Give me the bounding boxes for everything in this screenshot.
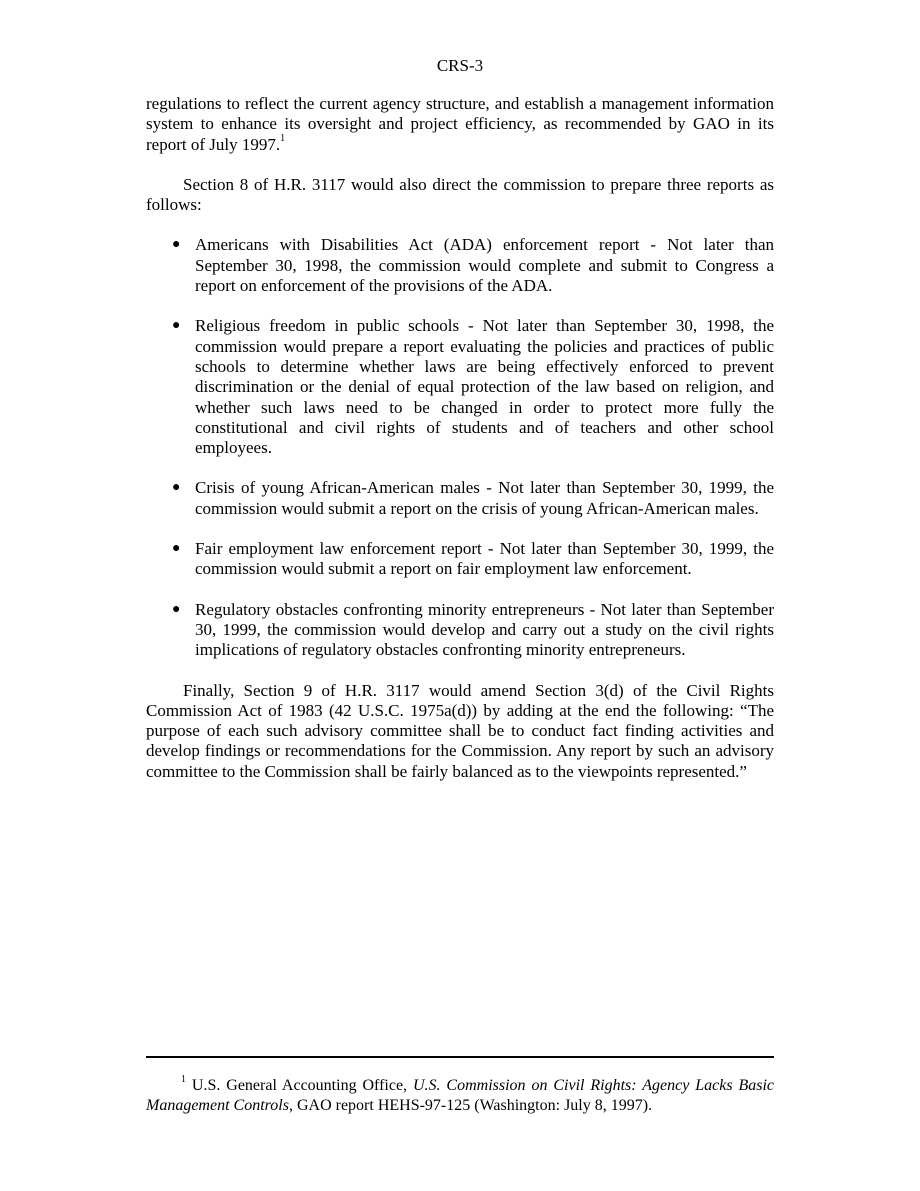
paragraph-intro — [146, 94, 774, 155]
document-body — [146, 94, 774, 782]
footnote-divider — [146, 1056, 774, 1058]
list-item — [146, 235, 774, 296]
list-item — [146, 600, 774, 661]
footnote-title: U.S. Commission on Civil Rights: Agency Lacks Basic Management Controls — [146, 1077, 775, 1114]
footnote-tail: , GAO report HEHS-97-125 (Washington: July 8, 1997). — [288, 1097, 653, 1114]
paragraph-section-9: Finally, Section 9 of H.R. 3117 would amend Section 3(d) of the Civil Rights Commission Act of 1983 (42 U.S.C. 1975a(d)) by adding at the end the following: “The purpose of each such advisory committee shall be to conduct fact finding activities and develop findings or recommendations for the Commission. Any report by such an advisory committee to the Commission shall be fairly balanced as to the viewpoints represented.” — [146, 680, 774, 781]
footnote-reference: 1 — [280, 132, 286, 144]
list-item — [146, 316, 774, 458]
list-item — [146, 539, 774, 580]
list-item — [146, 478, 774, 519]
reports-list — [146, 235, 774, 660]
list-item-text: Fair employment law enforcement report - Not later than September 30, 1999, the commission would submit a report on fair employment law enforcement. — [195, 539, 774, 579]
paragraph-intro-text: regulations to reflect the current agency structure, and establish a management information system to enhance its oversight and project efficiency, as recommended by GAO in its report of July 1997. — [146, 94, 774, 154]
footnote — [146, 1073, 775, 1116]
bullet-icon: ● — [172, 601, 181, 617]
list-item-text: Religious freedom in public schools - Not later than September 30, 1998, the commission would prepare a report evaluating the policies and practices of public schools to determine whether laws are being effectively enforced to prevent discrimination or the denial of equal protection of the law based on religion, and whether such laws need to be changed in order to protect more fully the constitutional and civil rights of students and of teachers and other school employees. — [195, 316, 774, 458]
list-item-text: Americans with Disabilities Act (ADA) enforcement report - Not later than September 30, 1998, the commission would complete and submit to Congress a report on enforcement of the provisions of the ADA. — [195, 235, 774, 296]
list-item-text: Regulatory obstacles confronting minority entrepreneurs - Not later than September 30, 1999, the commission would develop and carry out a study on the civil rights implications of regulatory obstacles confronting minority entrepreneurs. — [195, 599, 774, 660]
bullet-icon: ● — [172, 541, 181, 557]
bullet-icon: ● — [172, 237, 181, 253]
footnote-lead: U.S. General Accounting Office, — [186, 1077, 413, 1094]
page-number-header: CRS-3 — [436, 56, 484, 75]
footnote-marker: 1 — [181, 1073, 186, 1085]
bullet-icon: ● — [172, 480, 181, 496]
bullet-icon: ● — [172, 318, 181, 334]
list-item-text: Crisis of young African-American males - Not later than September 30, 1999, the commission would submit a report on the crisis of young African-American males. — [195, 478, 774, 518]
paragraph-section-8: Section 8 of H.R. 3117 would also direct the commission to prepare three reports as follows: — [146, 174, 774, 215]
